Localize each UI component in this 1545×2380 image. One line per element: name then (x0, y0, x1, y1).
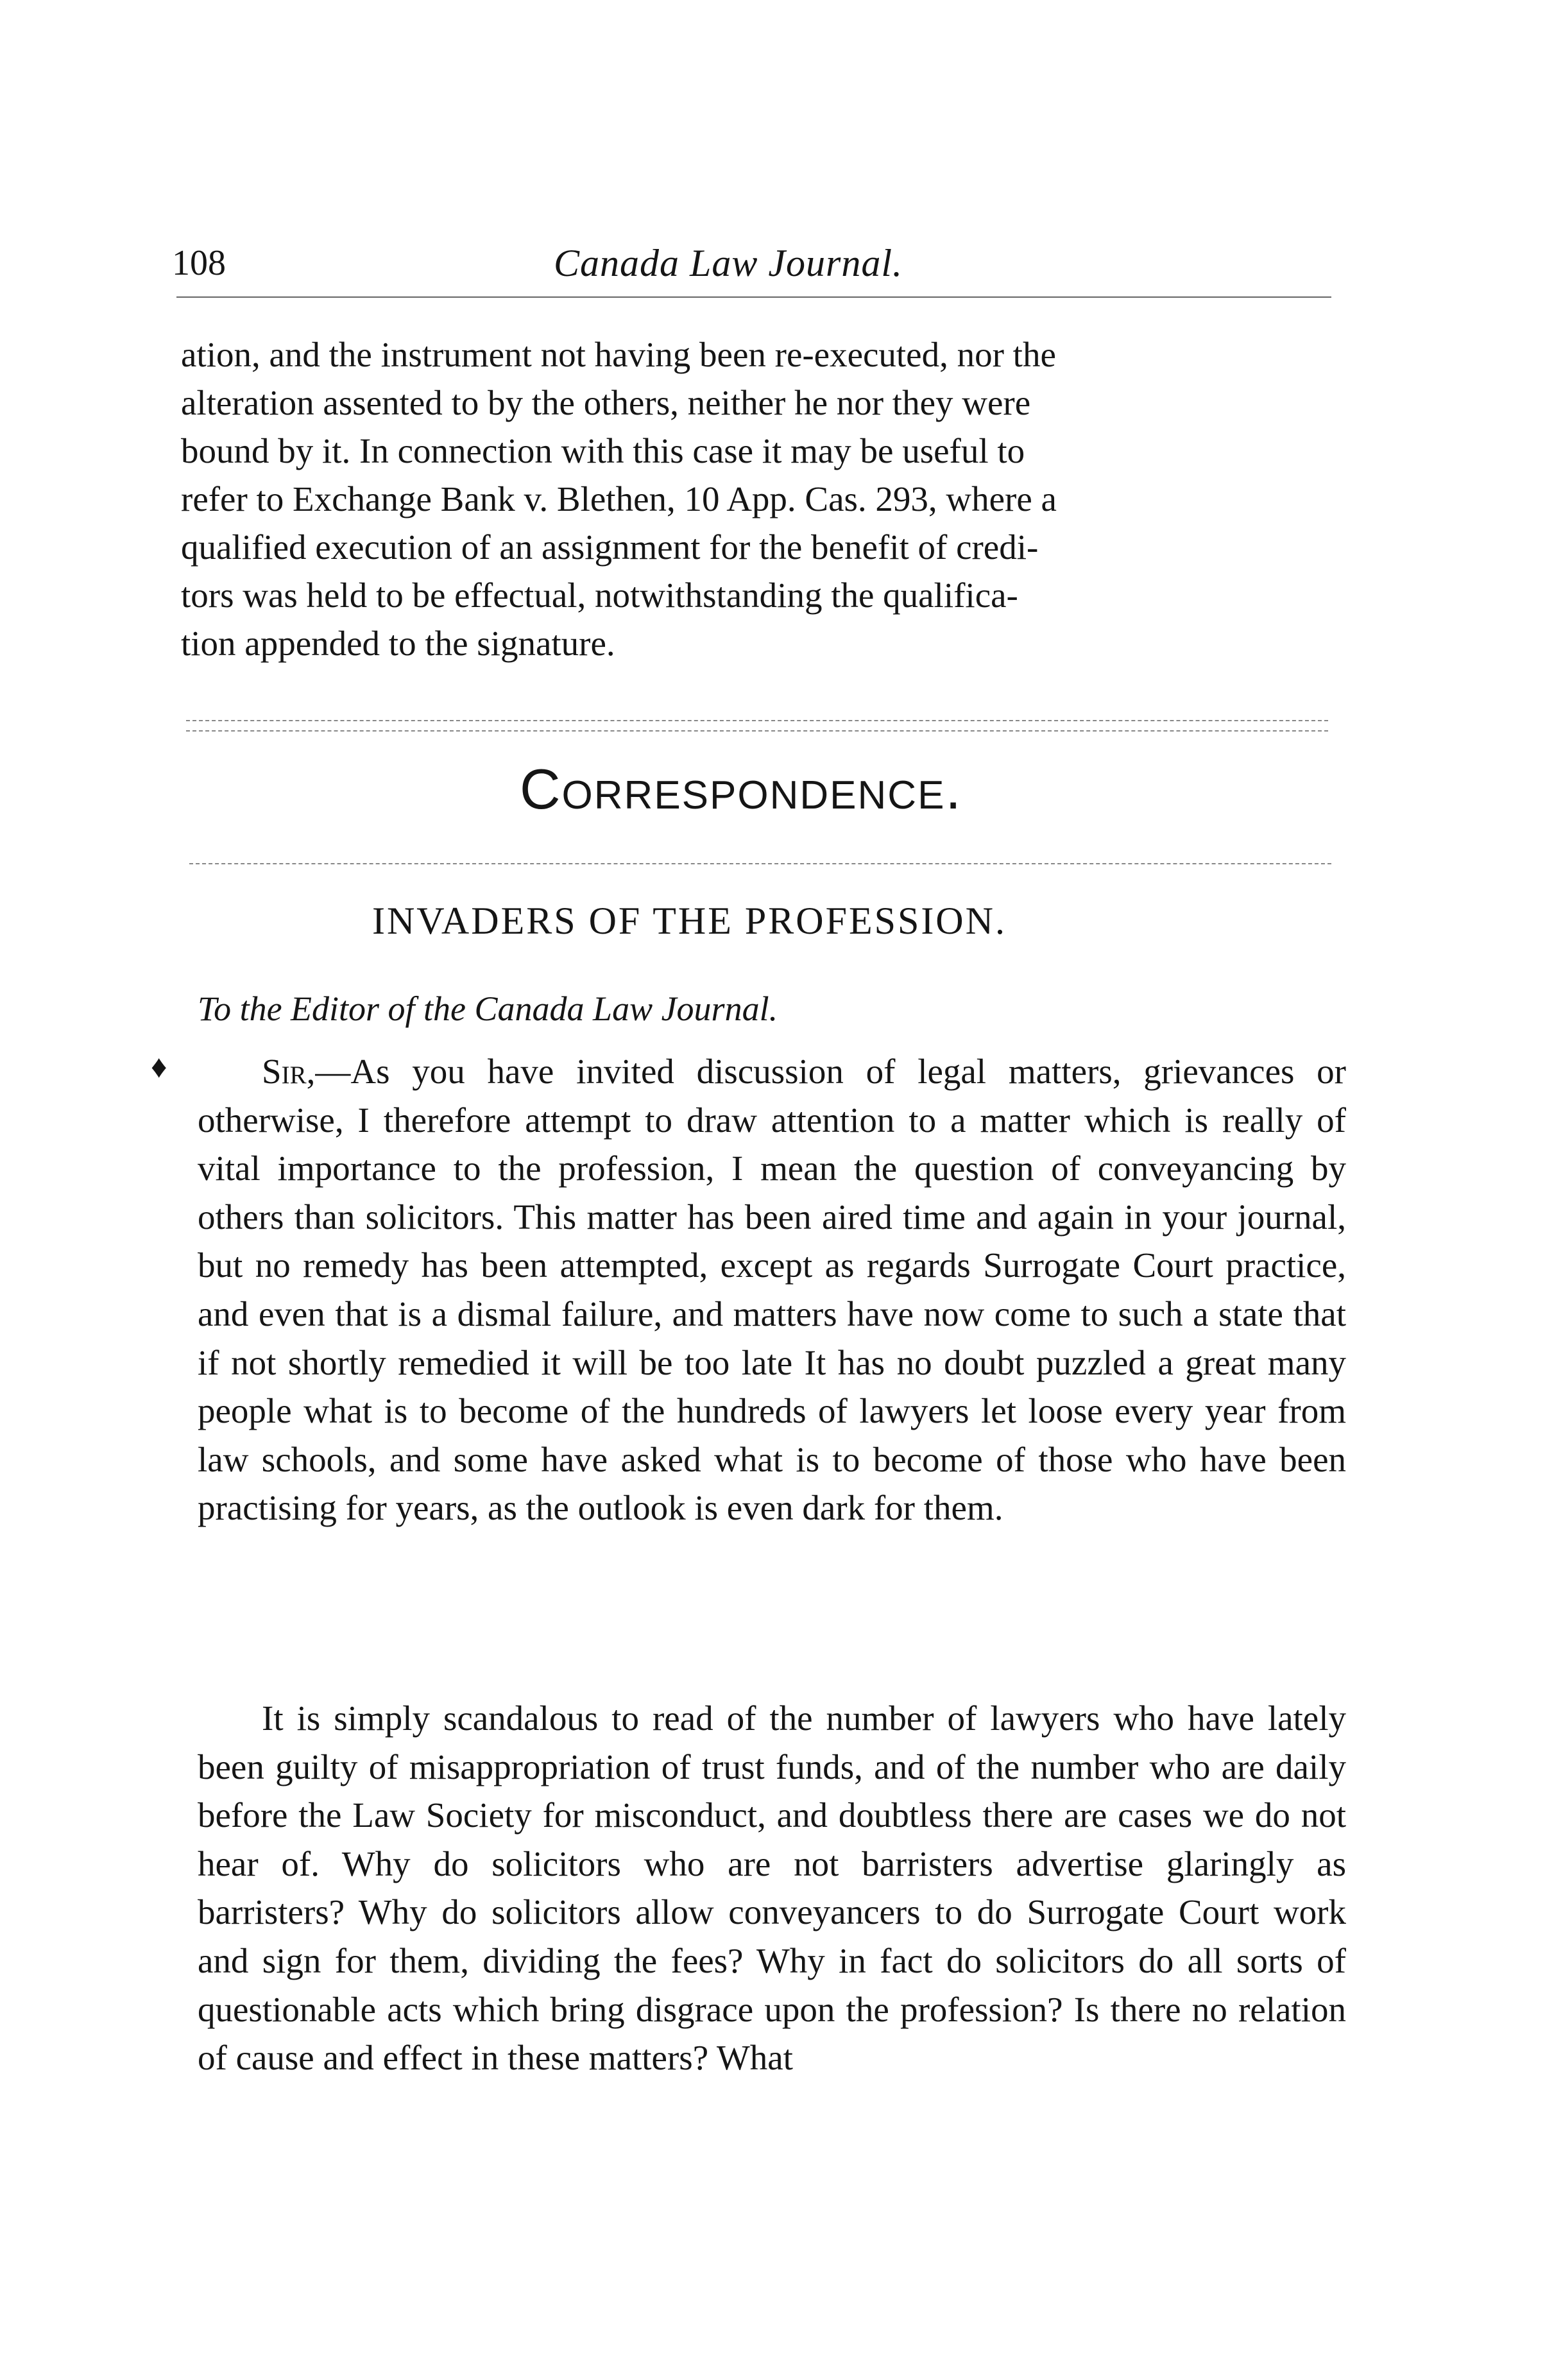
header-rule (176, 296, 1331, 298)
letter-paragraph-1-text: —As you have invited discussion of legal matters, grievances or otherwise, I therefore attempt to draw attention to a matter which is really of vital importance to the profession, I mean the question of conveyancing by others than solicitors. This matter has been aired time and again in your journal, but no remedy has been attempted, except as regards Surrogate Court practice, and even that is a dismal failure, and matters have now come to such a state that if not shortly remedied it will be too late It has no doubt puzzled a great many people what is to become of the hundreds of lawyers let loose every year from law schools, and some have asked what is to become of those who have been practising for years, as the outlook is even dark for them. (198, 1052, 1346, 1528)
continuation-line: tors was held to be effectual, notwithstanding the qualifica- (181, 576, 1018, 615)
section-divider-top (186, 720, 1328, 721)
continuation-line: refer to Exchange Bank v. Blethen, 10 App. Cas. 293, where a (181, 479, 1057, 518)
letter-opening: Sir, (262, 1052, 316, 1091)
section-divider-top-second (186, 730, 1328, 732)
continuation-line: tion appended to the signature. (181, 624, 615, 663)
continuation-line: ation, and the instrument not having been re-executed, nor the (181, 335, 1056, 374)
running-head (172, 237, 1327, 289)
continuation-line: alteration assented to by the others, neither he nor they were (181, 383, 1031, 422)
margin-marker: ♦ (151, 1049, 167, 1084)
journal-title: Canada Law Journal. (554, 242, 903, 284)
letter-paragraph-2-text: It is simply scandalous to read of the number of lawyers who have lately been guilty of misappropriation of trust funds, and of the number who are daily before the Law Society for misconduct, and doubtless there are cases we do not hear of. Why do solicitors who are not barristers advertise glaringly as barristers? Why do solicitors allow conveyancers to do Surrogate Court work and sign for them, dividing the fees? Why in fact do solicitors do all sorts of questionable acts which bring disgrace upon the profession? Is there no relation of cause and effect in these matters? What (198, 1699, 1346, 2078)
continuation-line: bound by it. In connection with this case it may be useful to (181, 431, 1025, 470)
page-number: 108 (172, 243, 226, 283)
continuation-line: qualified execution of an assignment for the benefit of credi- (181, 527, 1039, 567)
letter-paragraph-1 (198, 1047, 1346, 1532)
article-subheading: INVADERS OF THE PROFESSION. (372, 900, 1007, 942)
section-divider-bottom (189, 863, 1331, 864)
section-heading: Correspondence. (520, 757, 962, 821)
letter-salutation: To the Editor of the Canada Law Journal. (198, 989, 778, 1028)
continuation-text (181, 330, 1342, 667)
letter-paragraph-2 (198, 1694, 1346, 2082)
